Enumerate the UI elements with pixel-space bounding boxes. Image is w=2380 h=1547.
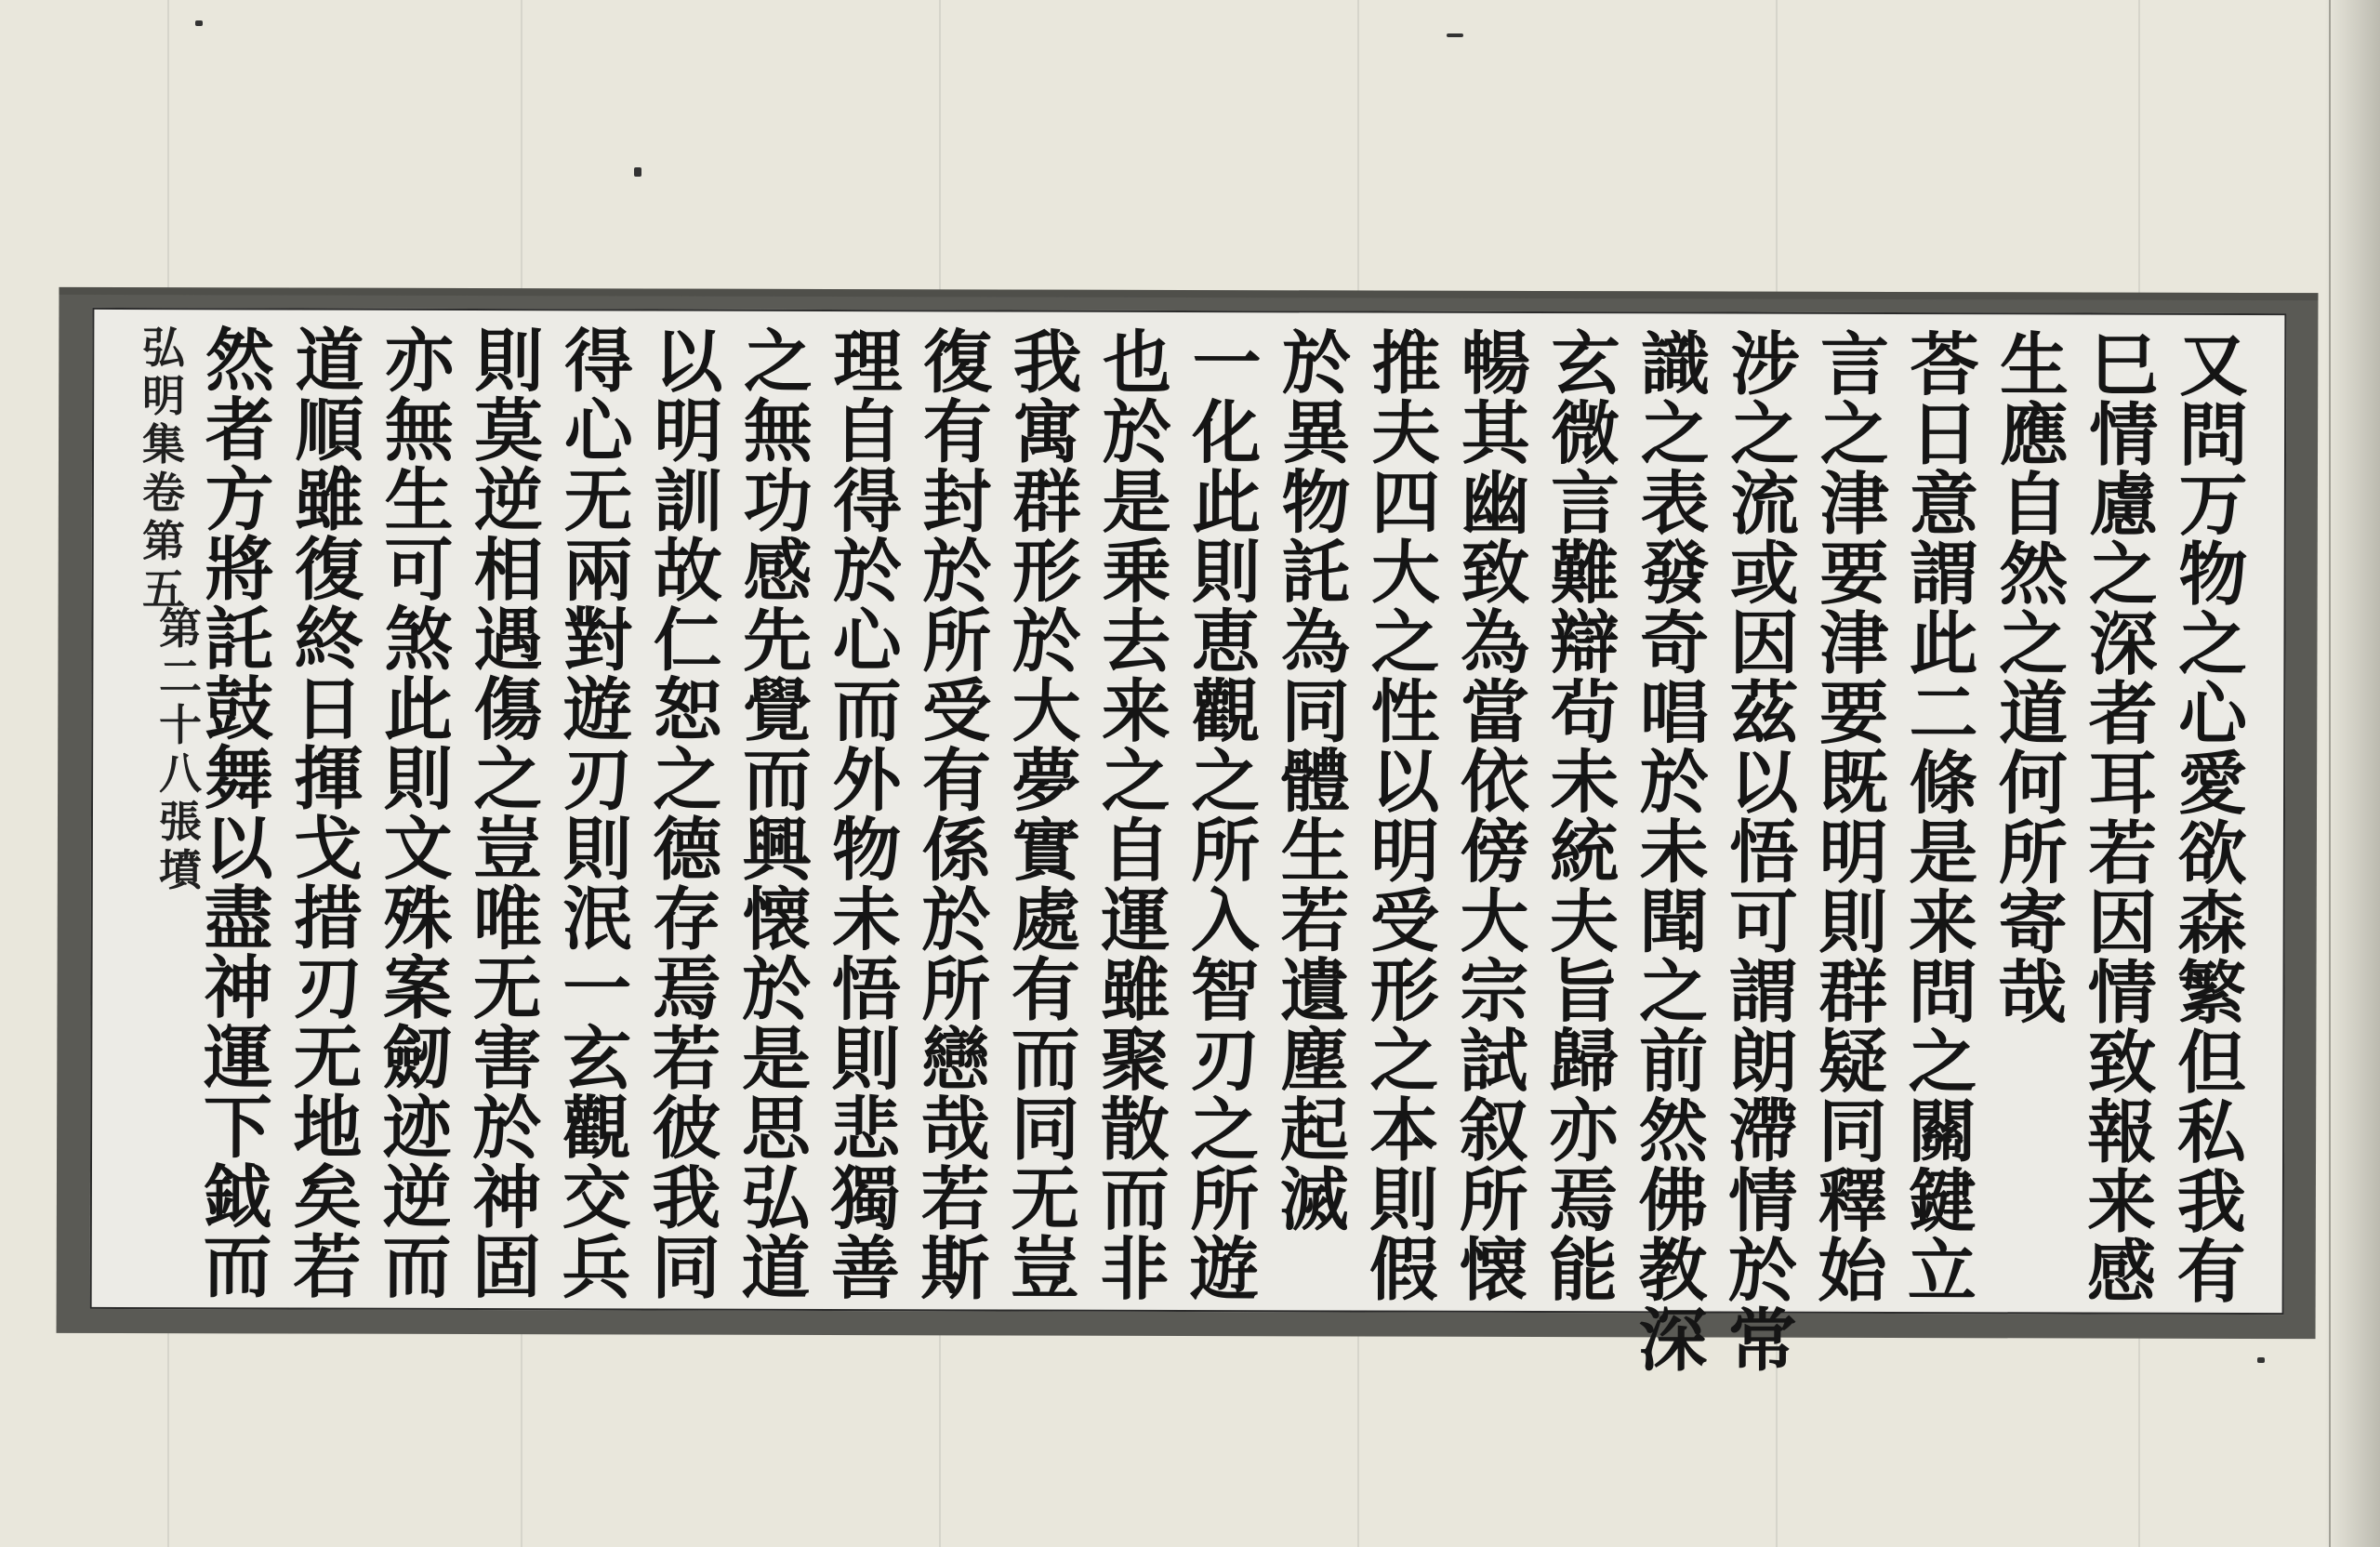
text-column: 涉之流或因茲以悟可謂朗滯情於常 xyxy=(1727,324,1800,1382)
text-column: 言之津要津要既明則群疑同釋始 xyxy=(1818,324,1890,1312)
text-column: 識之表發奇唱於未聞之前然佛教深 xyxy=(1638,324,1711,1382)
text-column: 生應自然之道何所寄哉 xyxy=(1998,325,2069,1034)
text-column: 然者方將託鼓舞以盡神運下鉞而 xyxy=(203,321,275,1308)
text-column: 亦無生可煞此則文殊案劒迹逆而 xyxy=(382,321,455,1308)
text-column: 道順雖復終日揮戈措刃无地矣若 xyxy=(292,321,364,1308)
text-column: 我寓群形於大夢實處有而同无豈 xyxy=(1010,323,1082,1310)
page-fold-shadow xyxy=(2324,0,2380,1547)
text-column: 則莫逆相遇傷之豈唯无害於神固 xyxy=(471,321,544,1309)
text-column: 巳情慮之深者耳若因情致報来感 xyxy=(2086,325,2159,1313)
colophon-mark: 墳 xyxy=(159,845,202,895)
printed-woodblock xyxy=(57,287,2319,1382)
colophon-title: 弘明集卷第五 xyxy=(142,323,185,615)
ink-speck xyxy=(195,20,203,26)
text-column: 之無功感先覺而興懐於是思弘道 xyxy=(741,322,813,1309)
text-column: 暢其幽致為當依傍大宗試叙所懐 xyxy=(1459,324,1531,1311)
text-column: 玄微言難辯茍未統夫旨歸亦焉能 xyxy=(1548,324,1620,1312)
ink-speck xyxy=(2257,1357,2265,1363)
text-column: 以明訓故仁恕之德存焉若彼我同 xyxy=(651,322,723,1309)
vertical-text-columns xyxy=(192,321,2258,1382)
text-column: 又問万物之心愛欲森繁但私我有 xyxy=(2176,325,2249,1313)
text-column: 一化此則恵觀之所入智刃之所遊 xyxy=(1189,324,1262,1311)
text-column: 得心无兩對遊刃則泯一玄觀交兵 xyxy=(562,322,634,1309)
text-column: 也於是乗去来之自運雖聚散而非 xyxy=(1100,323,1172,1310)
text-column: 推夫四大之性以明受形之本則假 xyxy=(1368,324,1441,1311)
text-column: 荅日意謂此二條是来問之關鍵立 xyxy=(1907,325,1979,1313)
ink-speck xyxy=(634,167,641,177)
text-column: 復有封於所受有係於所戀哉若斯 xyxy=(920,323,993,1310)
colophon-page-label: 第二十八張 xyxy=(159,603,202,847)
block-edge xyxy=(59,287,2318,300)
text-column: 理自得於心而外物未悟則悲獨善 xyxy=(830,323,903,1310)
text-panel xyxy=(90,308,2287,1382)
text-column: 於異物託為同體生若遺塵起滅 xyxy=(1279,324,1352,1241)
colophon-page-number xyxy=(156,604,205,894)
ink-speck xyxy=(1447,33,1463,37)
